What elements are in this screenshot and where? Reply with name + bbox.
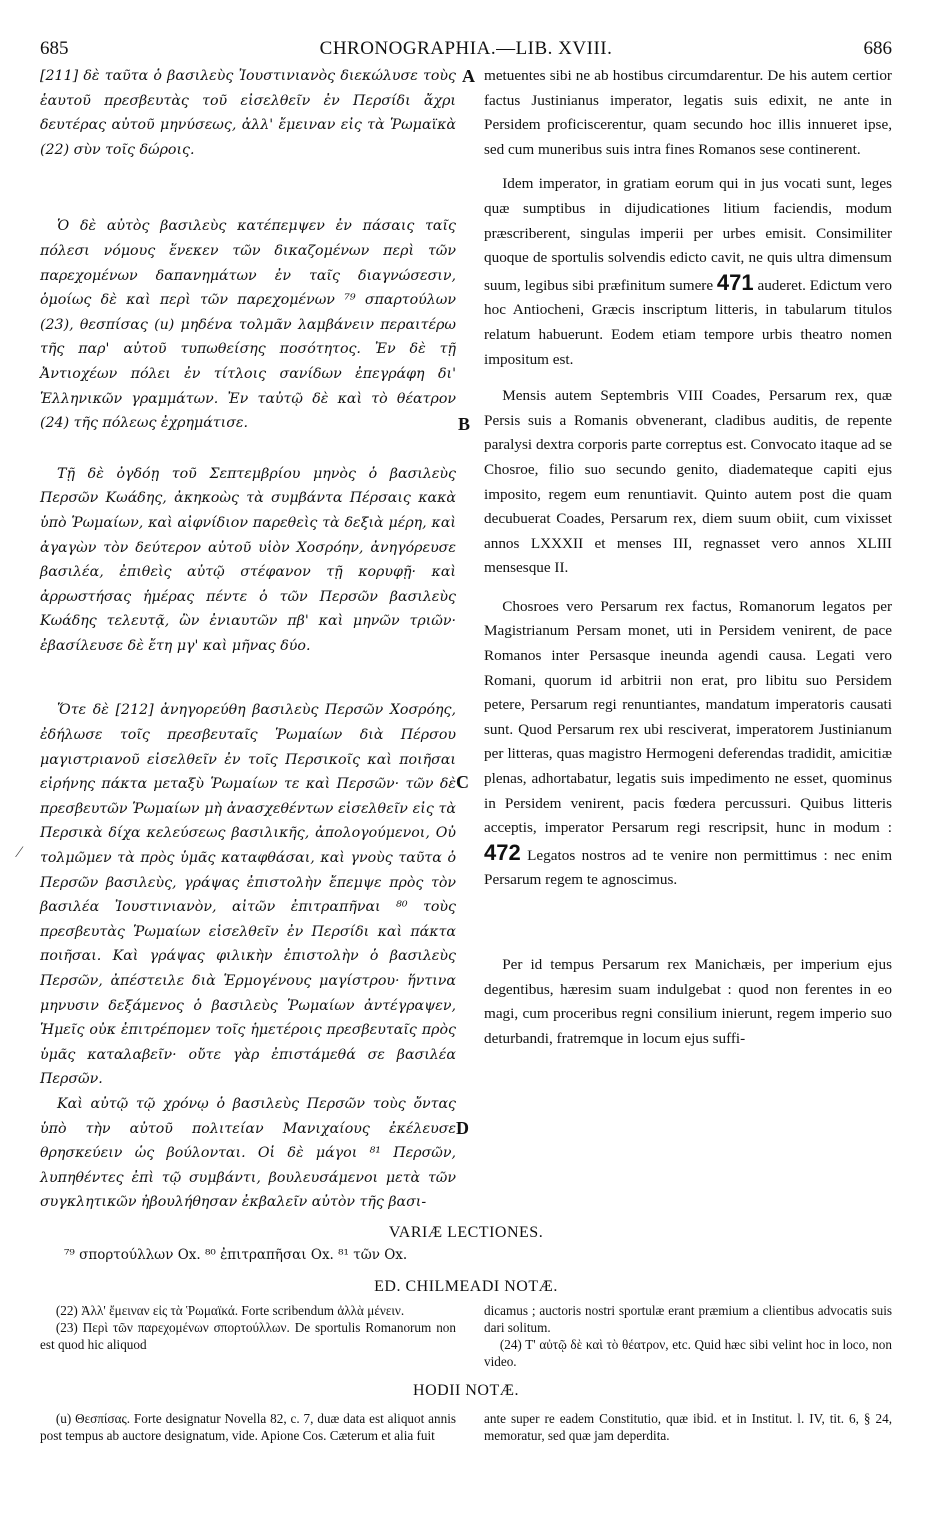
latin-paragraph: metuentes sibi ne ab hostibus circumdarentur. De his autem certior factus Justinianus imperator, legatis suis edixit, ne ante in Persidem proficiscerentur, quam secundo hoc illis innueret ipse, sed cum muneribus suis intra fines Romanos sese continerent. bbox=[484, 67, 892, 158]
hodii-notes-heading bbox=[40, 1382, 892, 1400]
page-marker-472: 472 bbox=[484, 839, 521, 865]
note-u-cont: ante super re eadem Constitutio, quæ ibid. et in Institut. l. IV, tit. 6, § 24, memoratur, sed quæ jam deperdita. bbox=[484, 1411, 892, 1443]
margin-letter-a: A bbox=[462, 66, 475, 86]
variae-line: ⁷⁹ σπορτούλλων Ox. ⁸⁰ ἐπιτραπῆσαι Ox. ⁸¹ τῶν Ox. bbox=[64, 1247, 408, 1263]
chilmead-notes-right bbox=[484, 1302, 892, 1370]
greek-paragraph: Ὁ δὲ αὐτὸς βασιλεὺς κατέπεμψεν ἐν πάσαις ταῖς πόλεσι νόμους ἕνεκεν τῶν δικαζομένων περὶ τῶν παρεχομένων δαπανημάτων ἐν ταῖς διαγνώσεσιν, ὁμοίως δὲ καὶ περὶ τῶν παρεχομένων ⁷⁹ σπαρτούλων (23), θεσπίσας (u) μηδένα τολμᾶν λαμβάνειν περαιτέρω τῆς παρ' αὐτοῦ τυπωθείσης ποσότητος. Ἐν δὲ τῇ Ἀντιοχέων πόλει ἐν τίτλοις σανίδων ἐπεγράφη δι' Ἑλληνικῶν γραμμάτων. Ἐν ταὐτῷ δὲ καὶ τὸ θέατρον (24) τῆς πόλεως ἐχρημάτισε. bbox=[40, 218, 456, 432]
chilmead-notes-left bbox=[40, 1302, 456, 1353]
latin-text: Legatos nostros ad te venire non permittimus : nec enim Persarum regem te agnoscimus. bbox=[484, 846, 893, 889]
note-23: (23) Περὶ τῶν παρεχομένων σπορτούλλων. De sportulis Romanorum non est quod hic aliquod bbox=[40, 1320, 456, 1352]
greek-paragraph: Ὅτε δὲ [212] ἀνηγορεύθη βασιλεὺς Περσῶν Χοσρόης, ἐδήλωσε τοῖς πρεσβευταῖς Ῥωμαίων διὰ Πέρσου μαγιστριανοῦ εἰσελθεῖν ἐν τοῖς Περσικοῖς καὶ ποιῆσαι εἰρήνης πάκτα μεταξὺ Ῥωμαίων τε καὶ Περσῶν· τῶν δὲ πρεσβευτῶν Ῥωμαίων μὴ ἀνασχεθέντων εἰσελθεῖν εἰς τὰ Περσικὰ δίχα κελεύσεως βασιλικῆς, ἀπολογούμενοι, Οὐ τολμῶμεν τὰ πρὸς ὑμᾶς καταφθάσαι, καὶ γνοὺς ταῦτα ὁ Περσῶν βασιλεὺς, γράψας ἐπιστολὴν ἔπεμψε πρὸς τὸν βασιλέα Ἰουστινιανὸν, αἰτῶν ἐπιτραπῆναι ⁸⁰ τοὺς πρεσβευτὰς Ῥωμαίων εἰσελθεῖν ἐν Περσίδι καὶ πάκτα ποιῆσαι. Καὶ γράψας φιλικὴν ἐπιστολὴν ὁ βασιλεὺς Περσῶν, ἀπέστειλε διὰ Ἑρμογένους μαγίστρου· ἥντινα μηνυσιν δεξάμενος ὁ βασιλεὺς Ῥωμαίων ἀντέγραψεν, Ἡμεῖς οὐκ ἐπιτρέπομεν τοῖς ἡμετέροις πρεσβευταῖς πρὸς ὑμᾶς καταλαβεῖν· οὔτε γὰρ ἐπιστάμεθά σε βασιλέα Περσῶν. bbox=[40, 702, 456, 1088]
latin-paragraph: Per id tempus Persarum rex Manichæis, per imperium ejus degentibus, hæresim suam indulgebat : quod non ferentes in eo magi, cum proceribus regni consilium inierunt, regem imperio suo deturbandi, fratremque in locum ejus suffi- bbox=[484, 956, 892, 1047]
variae-lectiones bbox=[40, 1224, 892, 1264]
page-number-right: 686 bbox=[863, 38, 892, 59]
latin-text: Idem imperator, in gratiam eorum qui in jus vocati sunt, leges quæ sumptibus in dijudicationes litium faciendis, modum præscriberent, singulas imperii per urbes emisit. Consimiliter quoque de sportulis solvendis edicto cavit, ne quis ultra dimensum suum, legibus sibi præfinitum sumere bbox=[484, 175, 892, 294]
note-23-cont: dicamus ; auctoris nostri sportulæ erant præmium a clientibus advocatis suis dari solitum. bbox=[484, 1303, 892, 1335]
note-u: (u) Θεσπίσας. Forte designatur Novella 82, c. 7, duæ data est aliquot annis post tempus ab auctore designatum, vide. Apione Cos. Cæterum et alia fuit bbox=[40, 1411, 456, 1443]
page-marker-471: 471 bbox=[716, 269, 754, 295]
note-24: (24) Τ' αὐτῷ δὲ καὶ τὸ θέατρον, etc. Quid hæc sibi velint hoc in loco, non video. bbox=[484, 1337, 892, 1369]
latin-paragraph bbox=[484, 172, 892, 372]
margin-letter-b: B bbox=[458, 414, 471, 434]
greek-column bbox=[40, 64, 456, 1215]
latin-column bbox=[484, 64, 892, 1051]
margin-mark: ⁄ bbox=[18, 844, 21, 861]
latin-paragraph: Mensis autem Septembris VIII Coades, Persarum rex, quæ Persis suis a Romanis obvenerant, cladibus auditis, de repente paralysi dextra corporis parte correptus est. Convocato itaque ad se Chosroe, filio suo secundo genito, diademateque capiti ejus imposito, regem eum renuntiavit. Quinto autem post die quam decubuerat Coades, Persarum rex, diem suum obiit, cum vixisset annos LXXXII et menses III, regnasset vero annos XLIII mensesque II. bbox=[484, 387, 892, 577]
greek-paragraph: Τῇ δὲ ὀγδόῃ τοῦ Σεπτεμβρίου μηνὸς ὁ βασιλεὺς Περσῶν Κωάδης, ἀκηκοὼς τὰ συμβάντα Πέρσαις κακὰ ὑπὸ Ῥωμαίων, καὶ αἰφνίδιον παρεθεὶς τὰ δεξιὰ μέρη, καὶ ἀγαγὼν τὸν δεύτερον αὐτοῦ υἱὸν Χοσρόην, ἀνηγόρευσε βασιλέα, ἐπιθεὶς αὐτῷ στέφανον τῇ κορυφῇ· καὶ ἀρρωστήσας ἡμέρας πέντε ὁ τῶν Περσῶν βασιλεὺς Κωάδης τελευτᾷ, ὢν ἐνιαυτῶν πβ' καὶ μηνῶν τριῶν· ἐβασίλευσε δὲ ἔτη μγ' καὶ μῆνας δύο. bbox=[40, 465, 456, 654]
page-number-left: 685 bbox=[40, 38, 69, 59]
margin-letter-d: D bbox=[456, 1118, 469, 1138]
latin-text: Chosroes vero Persarum rex factus, Romanorum legatos per Magistrianum Persam monet, uti in Persidem venirent, de pace Romanos inter Persasque ineunda agendi causa. Legati vero Romani, quorum id arbitrii non erat, pro libitu suo Persidem petere, Persarum regi renuntiantes, mandatum imperatoris causati sunt. Quod Persarum rex ubi resciverat, imperatorem Justinianum per litteras, quas magistro Hermogeni deferendas tradidit, amicitiæ plenas, adhortabatur, legatis suis impedimento ne esset, quominus in Persidem venirent, pacis fœdera percussuri. Quibus litteris acceptis, imperator Persarum regi rescripsit, hunc in modum : bbox=[484, 597, 892, 837]
latin-paragraph bbox=[484, 595, 892, 893]
greek-paragraph: [211] δὲ ταῦτα ὁ βασιλεὺς Ἰουστινιανὸς διεκώλυσε τοὺς ἑαυτοῦ πρεσβευτὰς τοῦ εἰσελθεῖν ἐν Περσίδι ἄχρι δευτέρας αὐτοῦ μηνύσεως, ἀλλ' ἔμειναν εἰς τὰ Ῥωμαϊκὰ (22) σὺν τοῖς δώροις. bbox=[40, 68, 456, 158]
latin-text: auderet. Edictum vero hoc Antiocheni, Græcis inscriptum litteris, in tabularum titulos relatum habuerunt. Eodem etiam tempore urbis theatro nomen impositum est. bbox=[484, 276, 892, 368]
variae-title: VARIÆ LECTIONES. bbox=[388, 1224, 544, 1241]
running-head bbox=[40, 38, 892, 64]
hodii-notes-left bbox=[40, 1410, 456, 1444]
chilmead-notes-heading bbox=[40, 1278, 892, 1296]
greek-paragraph: Καὶ αὐτῷ τῷ χρόνῳ ὁ βασιλεὺς Περσῶν τοὺς ὄντας ὑπὸ τὴν αὐτοῦ πολιτείαν Μανιχαίους ἐκέλευσε θρησκεύειν ὡς βούλονται. Οἱ δὲ μάγοι ⁸¹ Περσῶν, λυπηθέντες ἐπὶ τῷ συμβάντι, βουλευσάμενοι μετὰ τῶν συγκλητικῶν ἠβουλήθησαν ἐκβαλεῖν αὐτὸν τῆς βασι- bbox=[40, 1095, 456, 1211]
margin-letter-c: C bbox=[456, 772, 469, 792]
note-22: (22) Ἀλλ' ἔμειναν εἰς τὰ Ῥωμαϊκά. Forte scribendum ἀλλὰ μένειν. bbox=[55, 1303, 405, 1318]
hodii-title: HODII NOTÆ. bbox=[413, 1382, 519, 1399]
hodii-notes-right bbox=[484, 1410, 892, 1444]
running-title: CHRONOGRAPHIA.—LIB. XVIII. bbox=[319, 38, 613, 59]
chilmead-title: ED. CHILMEADI NOTÆ. bbox=[374, 1278, 558, 1295]
